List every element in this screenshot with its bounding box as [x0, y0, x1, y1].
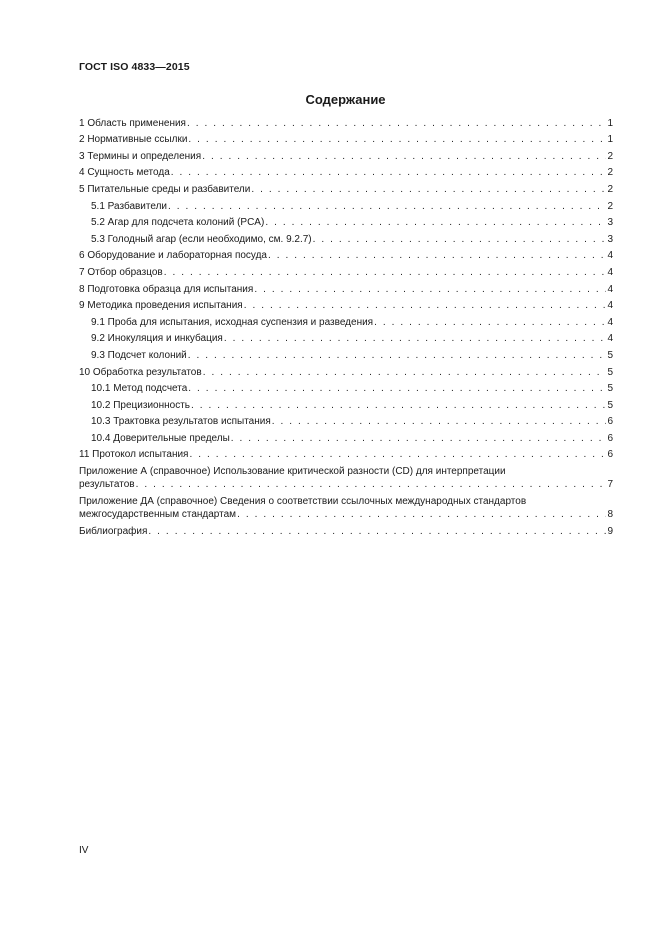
- toc-entry-page: 3: [607, 233, 613, 245]
- leader-dots: [231, 433, 607, 445]
- toc-entry-appendix-a[interactable]: [79, 461, 613, 491]
- toc-entry[interactable]: [79, 312, 613, 329]
- toc-entry[interactable]: [79, 428, 613, 445]
- toc-entry-label: 2 Нормативные ссылки: [79, 134, 188, 146]
- toc-entry-label: 8 Подготовка образца для испытания: [79, 283, 254, 295]
- toc-entry[interactable]: [79, 113, 613, 130]
- leader-dots: [203, 367, 607, 379]
- toc-entry-label: 5.2 Агар для подсчета колоний (PCA): [91, 217, 265, 229]
- leader-dots: [251, 184, 606, 196]
- toc-entry-label: 5 Питательные среды и разбавители: [79, 183, 251, 195]
- toc-entry[interactable]: [79, 262, 613, 279]
- toc-entry-label: 5.3 Голодный агар (если необходимо, см. 9.2.7): [91, 233, 312, 245]
- toc-entry-label: 9.1 Проба для испытания, исходная суспензия и разведения: [91, 316, 374, 328]
- toc-entry[interactable]: [79, 412, 613, 429]
- leader-dots: [313, 234, 607, 246]
- table-of-contents: [79, 113, 613, 538]
- toc-entry-page: 2: [607, 200, 613, 212]
- toc-entry-page: 4: [607, 266, 613, 278]
- toc-entry-label-continued: результатов: [79, 479, 135, 491]
- toc-entry-label: Приложение А (справочное) Использование критической разности (CD) для интерпретации: [79, 466, 506, 478]
- toc-entry[interactable]: [79, 329, 613, 346]
- toc-entry-page: 5: [607, 383, 613, 395]
- leader-dots: [237, 508, 606, 521]
- toc-entry-label: 10 Обработка результатов: [79, 366, 202, 378]
- toc-entry[interactable]: [79, 179, 613, 196]
- leader-dots: [148, 526, 606, 538]
- leader-dots: [244, 300, 607, 312]
- toc-entry-page: 3: [607, 217, 613, 229]
- toc-entry-page: 7: [607, 479, 613, 491]
- leader-dots: [168, 201, 606, 213]
- toc-entry[interactable]: [79, 229, 613, 246]
- toc-entry-label: 6 Оборудование и лабораторная посуда: [79, 250, 267, 262]
- toc-entry-page: 2: [607, 183, 613, 195]
- toc-entry-label: 10.1 Метод подсчета: [91, 383, 188, 395]
- leader-dots: [164, 267, 607, 279]
- toc-entry-label: 9.3 Подсчет колоний: [91, 349, 187, 361]
- toc-entry-page: 4: [607, 250, 613, 262]
- leader-dots: [265, 217, 606, 229]
- toc-entry-label: 11 Протокол испытания: [79, 449, 189, 461]
- toc-entry-page: 1: [607, 117, 613, 129]
- leader-dots: [374, 317, 606, 329]
- toc-entry-page: 4: [607, 316, 613, 328]
- toc-entry-label: 1 Область применения: [79, 117, 186, 129]
- toc-entry-label: 10.3 Трактовка результатов испытания: [91, 416, 271, 428]
- leader-dots: [272, 416, 607, 428]
- leader-dots: [268, 250, 606, 262]
- toc-entry-page: 8: [607, 509, 613, 521]
- toc-entry-label: 9.2 Инокуляция и инкубация: [91, 333, 223, 345]
- toc-entry-page: 4: [607, 333, 613, 345]
- page-number: IV: [79, 845, 89, 856]
- toc-entry-page: 6: [607, 449, 613, 461]
- toc-entry-page: 2: [607, 167, 613, 179]
- toc-entry[interactable]: [79, 345, 613, 362]
- toc-entry-page: 4: [607, 300, 613, 312]
- toc-entry[interactable]: [79, 196, 613, 213]
- toc-entry-label: 7 Отбор образцов: [79, 266, 163, 278]
- page-title: Содержание: [305, 92, 386, 107]
- toc-entry[interactable]: [79, 130, 613, 147]
- toc-entry-label: 9 Методика проведения испытания: [79, 300, 243, 312]
- toc-entry-label-continued: межгосударственным стандартам: [79, 509, 237, 521]
- toc-entry[interactable]: [79, 362, 613, 379]
- toc-entry[interactable]: [79, 163, 613, 180]
- toc-entry-label: 10.2 Прецизионность: [91, 399, 190, 411]
- toc-entry[interactable]: [79, 213, 613, 230]
- toc-entry-label: 10.4 Доверительные пределы: [91, 432, 230, 444]
- toc-entry-label: 3 Термины и определения: [79, 150, 202, 162]
- toc-entry-bibliography[interactable]: [79, 521, 613, 538]
- document-code: ГОСТ ISO 4833—2015: [79, 61, 190, 73]
- toc-entry-label: Приложение ДА (справочное) Сведения о соответствии ссылочных международных стандартов: [79, 496, 527, 508]
- toc-entry-page: 2: [607, 150, 613, 162]
- leader-dots: [189, 449, 606, 461]
- toc-entry[interactable]: [79, 379, 613, 396]
- leader-dots: [224, 333, 607, 345]
- toc-entry-label: Библиография: [79, 526, 148, 538]
- toc-entry-page: 9: [607, 526, 613, 538]
- toc-entry-page: 6: [607, 416, 613, 428]
- toc-entry[interactable]: [79, 296, 613, 313]
- leader-dots: [171, 167, 607, 179]
- toc-entry[interactable]: [79, 279, 613, 296]
- toc-entries: [79, 113, 613, 461]
- toc-entry-page: 5: [607, 366, 613, 378]
- leader-dots: [254, 284, 606, 296]
- toc-entry[interactable]: [79, 395, 613, 412]
- leader-dots: [187, 118, 606, 130]
- toc-entry-page: 4: [607, 283, 613, 295]
- leader-dots: [136, 478, 607, 491]
- toc-entry-page: 1: [607, 134, 613, 146]
- toc-entry[interactable]: [79, 146, 613, 163]
- toc-entry-page: 5: [607, 399, 613, 411]
- toc-entry[interactable]: [79, 445, 613, 462]
- toc-entry-label: 5.1 Разбавители: [91, 200, 168, 212]
- toc-entry-label: 4 Сущность метода: [79, 167, 170, 179]
- leader-dots: [188, 134, 606, 146]
- toc-entry[interactable]: [79, 246, 613, 263]
- toc-entry-appendix-da[interactable]: [79, 491, 613, 521]
- leader-dots: [188, 350, 607, 362]
- toc-entry-page: 6: [607, 432, 613, 444]
- leader-dots: [188, 383, 606, 395]
- toc-entry-page: 5: [607, 349, 613, 361]
- leader-dots: [191, 400, 606, 412]
- leader-dots: [202, 151, 606, 163]
